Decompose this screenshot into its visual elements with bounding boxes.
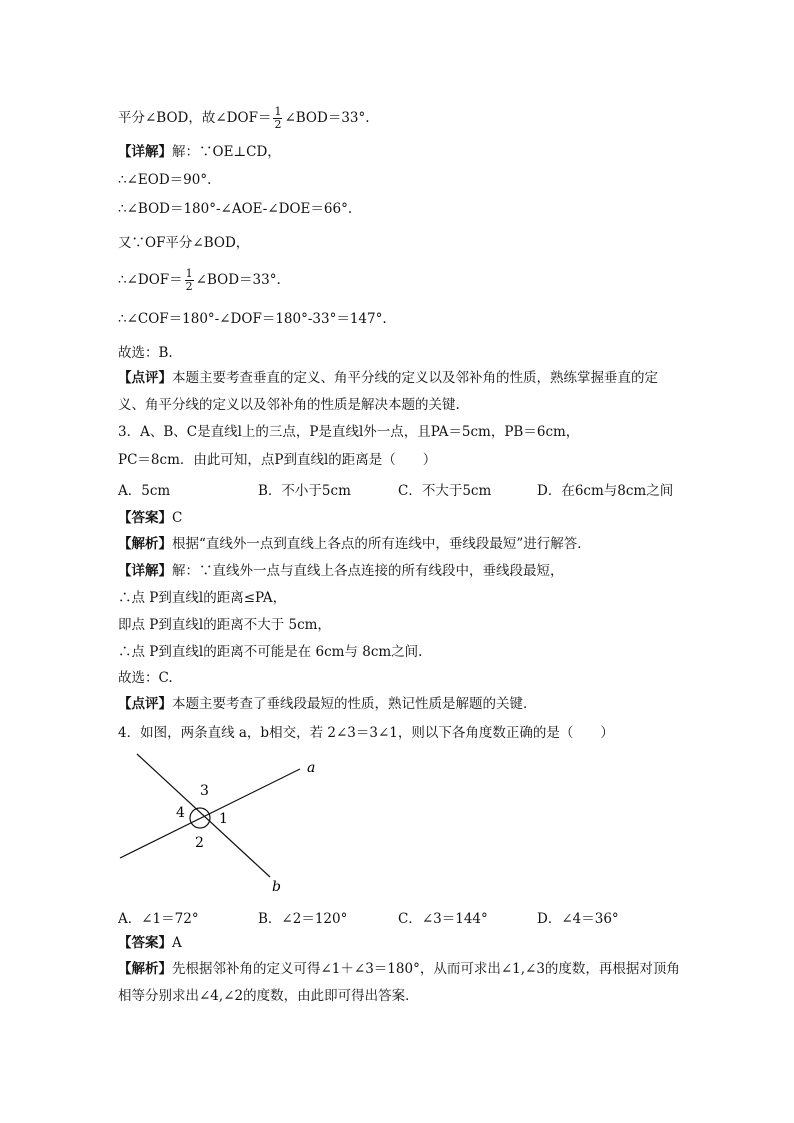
comment-text: 本题主要考查了垂线段最短的性质，熟记性质是解题的关键． — [172, 696, 537, 712]
angle-label-4: 4 — [176, 805, 185, 821]
angle-label-1: 1 — [219, 811, 228, 827]
step-line-fraction — [118, 268, 281, 293]
q4-analysis-paragraph — [118, 956, 680, 1010]
text-prefix: 平分∠BOD，故∠DOF＝ — [118, 110, 272, 126]
q3-step-line: ∴点 P到直线l的距离不可能是在 6cm与 8cm之间. — [118, 644, 423, 660]
label-a: a — [307, 760, 316, 776]
answer-value: C — [172, 510, 183, 526]
answer-label: 【答案】 — [118, 510, 172, 526]
line-b — [137, 754, 270, 877]
q4-option-d: D．∠4＝36° — [537, 911, 619, 927]
angle-label-3: 3 — [200, 783, 209, 799]
fraction-one-half — [185, 268, 194, 293]
q3-detail-line — [118, 561, 564, 581]
fraction-one-half — [273, 106, 282, 131]
comment-label: 【点评】 — [118, 370, 172, 386]
q3-option-d: D．在6cm与8cm之间 — [537, 483, 674, 499]
q4-option-a: A．∠1＝72° — [118, 911, 199, 927]
fraction-denominator: 2 — [185, 280, 193, 293]
analysis-text: 根据“直线外一点到直线上各点的所有连线中，垂线段最短”进行解答． — [172, 536, 591, 552]
q3-stem-line-2: PC＝8cm．由此可知，点P到直线l的距离是（ ） — [118, 452, 437, 468]
q3-option-c: C．不大于5cm — [398, 483, 492, 499]
q4-option-c: C．∠3＝144° — [398, 911, 488, 927]
intersecting-lines-figure — [112, 752, 316, 902]
step-line: ∴∠EOD＝90°. — [118, 172, 212, 188]
analysis-label: 【解析】 — [118, 536, 172, 552]
comment-text: 本题主要考查垂直的定义、角平分线的定义以及邻补角的性质，熟练掌握垂直的定义、角平分线的定义以及邻补角的性质是解决本题的关键. — [118, 370, 658, 413]
q4-option-b: B．∠2＝120° — [258, 911, 348, 927]
q3-stem-line-1: 3．A、B、C是直线l上的三点，P是直线l外一点，且PA＝5cm，PB＝6cm， — [118, 424, 580, 440]
text-prefix: ∴∠DOF＝ — [118, 272, 183, 288]
q3-option-b: B．不小于5cm — [258, 483, 351, 499]
answer-value: A — [172, 935, 182, 951]
line-a — [120, 769, 300, 858]
step-line: 又∵OF平分∠BOD， — [118, 235, 250, 251]
solution-continuation-line — [118, 106, 370, 131]
analysis-text: 先根据邻补角的定义可得∠1＋∠3＝180°，从而可求出∠1,∠3的度数，再根据对顶角相等分别求出∠4,∠2的度数，由此即可得出答案． — [118, 961, 680, 1004]
q3-step-line: ∴点 P到直线l的距离≤PA， — [118, 590, 287, 606]
fraction-numerator: 1 — [274, 105, 282, 118]
comment-label: 【点评】 — [118, 696, 172, 712]
q3-step-line: 即点 P到直线l的距离不大于 5cm， — [118, 617, 331, 633]
detail-label: 【详解】 — [118, 563, 172, 579]
fraction-numerator: 1 — [185, 267, 193, 280]
q3-comment-line — [118, 694, 537, 714]
q4-answer-line — [118, 933, 182, 953]
choice-line: 故选：B. — [118, 345, 173, 361]
fraction-denominator: 2 — [274, 118, 282, 131]
label-b: b — [272, 879, 281, 895]
detail-text: 解：∵直线外一点与直线上各点连接的所有线段中，垂线段最短， — [172, 563, 564, 579]
text-suffix: ∠BOD＝33°. — [284, 110, 370, 126]
q3-analysis-line — [118, 534, 591, 554]
q3-choice-line: 故选：C. — [118, 670, 173, 686]
q4-stem-line: 4．如图，两条直线 a，b相交，若 2∠3＝3∠1，则以下各角度数正确的是（ ） — [118, 725, 614, 741]
answer-label: 【答案】 — [118, 935, 172, 951]
detail-text: 解：∵OE⊥CD， — [172, 144, 281, 160]
q3-option-a: A．5cm — [118, 483, 171, 499]
comment-paragraph — [118, 365, 680, 419]
text-suffix: ∠BOD＝33°. — [195, 272, 281, 288]
detail-line — [118, 142, 281, 162]
angle-label-2: 2 — [195, 835, 204, 851]
step-line: ∴∠COF＝180°-∠DOF＝180°-33°＝147°. — [118, 311, 387, 327]
step-line: ∴∠BOD＝180°-∠AOE-∠DOE＝66°. — [118, 201, 353, 217]
detail-label: 【详解】 — [118, 144, 172, 160]
q3-answer-line — [118, 508, 182, 528]
analysis-label: 【解析】 — [118, 961, 172, 977]
